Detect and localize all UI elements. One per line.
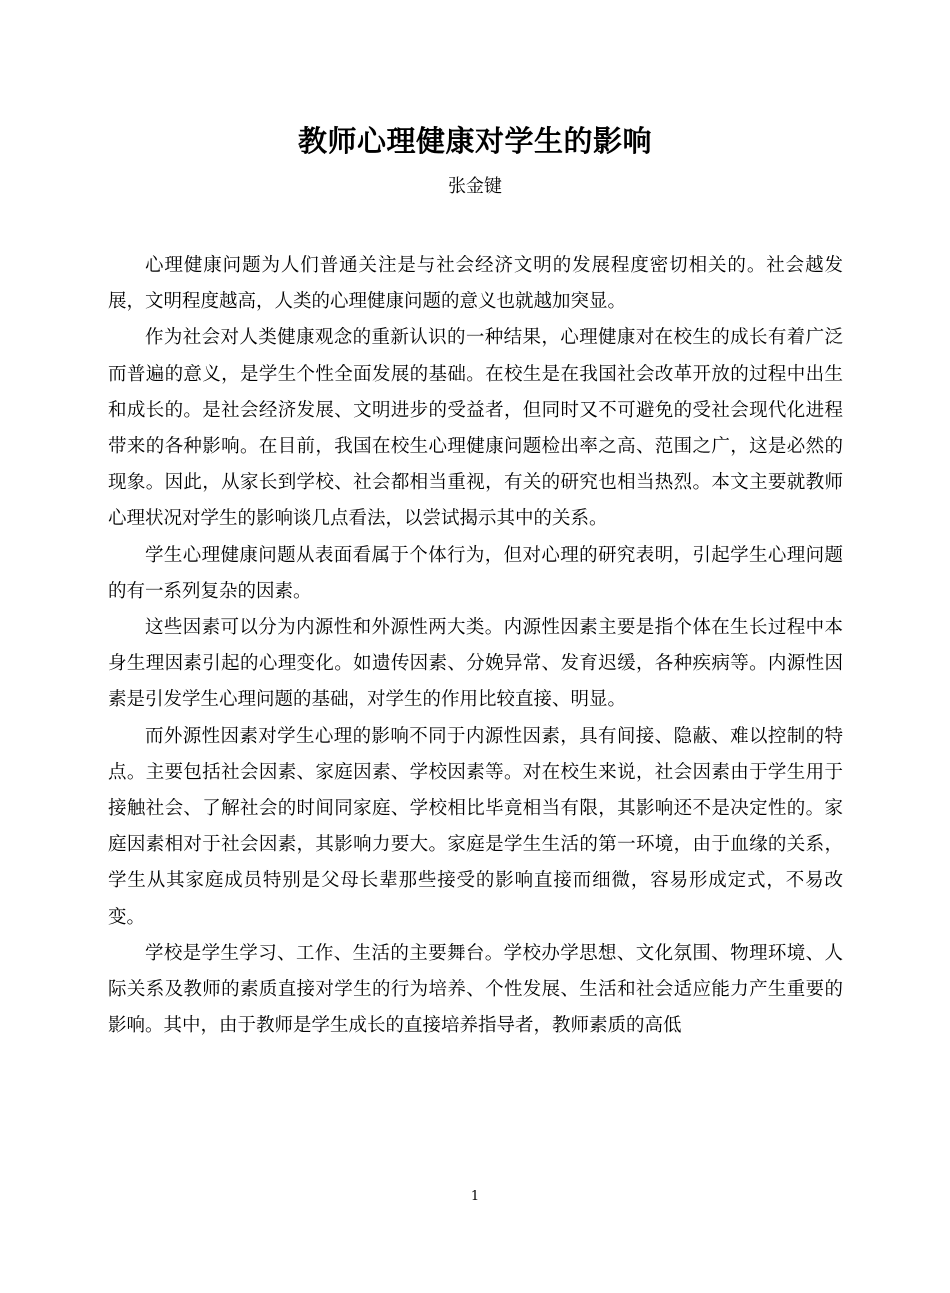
document-title: 教师心理健康对学生的影响 [297, 124, 652, 158]
paragraph: 学生心理健康问题从表面看属于个体行为，但对心理的研究表明，引起学生心理问题的有一系列复杂的因素。 [108, 544, 843, 602]
paragraph: 心理健康问题为人们普通关注是与社会经济文明的发展程度密切相关的。社会越发展，文明程度越高，人类的心理健康问题的意义也就越加突显。 [108, 255, 843, 313]
paragraph: 作为社会对人类健康观念的重新认识的一种结果，心理健康对在校生的成长有着广泛而普遍的意义，是学生个性全面发展的基础。在校生是在我国社会改革开放的过程中出生和成长的。是社会经济发展、文明进步的受益者，但同时又不可避免的受社会现代化进程带来的各种影响。在目前，我国在校生心理健康问题检出率之高、范围之广，这是必然的现象。因此，从家长到学校、社会都相当重视，有关的研究也相当热烈。本文主要就教师心理状况对学生的影响谈几点看法，以尝试揭示其中的关系。 [108, 327, 843, 530]
paragraph: 而外源性因素对学生心理的影响不同于内源性因素，具有间接、隐蔽、难以控制的特点。主要包括社会因素、家庭因素、学校因素等。对在校生来说，社会因素由于学生用于接触社会、了解社会的时间同家庭、学校相比毕竟相当有限，其影响还不是决定性的。家庭因素相对于社会因素，其影响力要大。家庭是学生生活的第一环境，由于血缘的关系，学生从其家庭成员特别是父母长辈那些接受的影响直接而细微，容易形成定式，不易改变。 [108, 725, 843, 928]
paragraph: 这些因素可以分为内源性和外源性两大类。内源性因素主要是指个体在生长过程中本身生理因素引起的心理变化。如遗传因素、分娩异常、发育迟缓，各种疾病等。内源性因素是引发学生心理问题的基础，对学生的作用比较直接、明显。 [108, 617, 843, 711]
page-number: 1 [470, 1189, 480, 1204]
document-author: 张金键 [448, 176, 502, 197]
document-body [108, 248, 843, 1044]
paragraph: 学校是学生学习、工作、生活的主要舞台。学校办学思想、文化氛围、物理环境、人际关系及教师的素质直接对学生的行为培养、个性发展、生活和社会适应能力产生重要的影响。其中，由于教师是学生成长的直接培养指导者，教师素质的高低 [108, 942, 843, 1037]
